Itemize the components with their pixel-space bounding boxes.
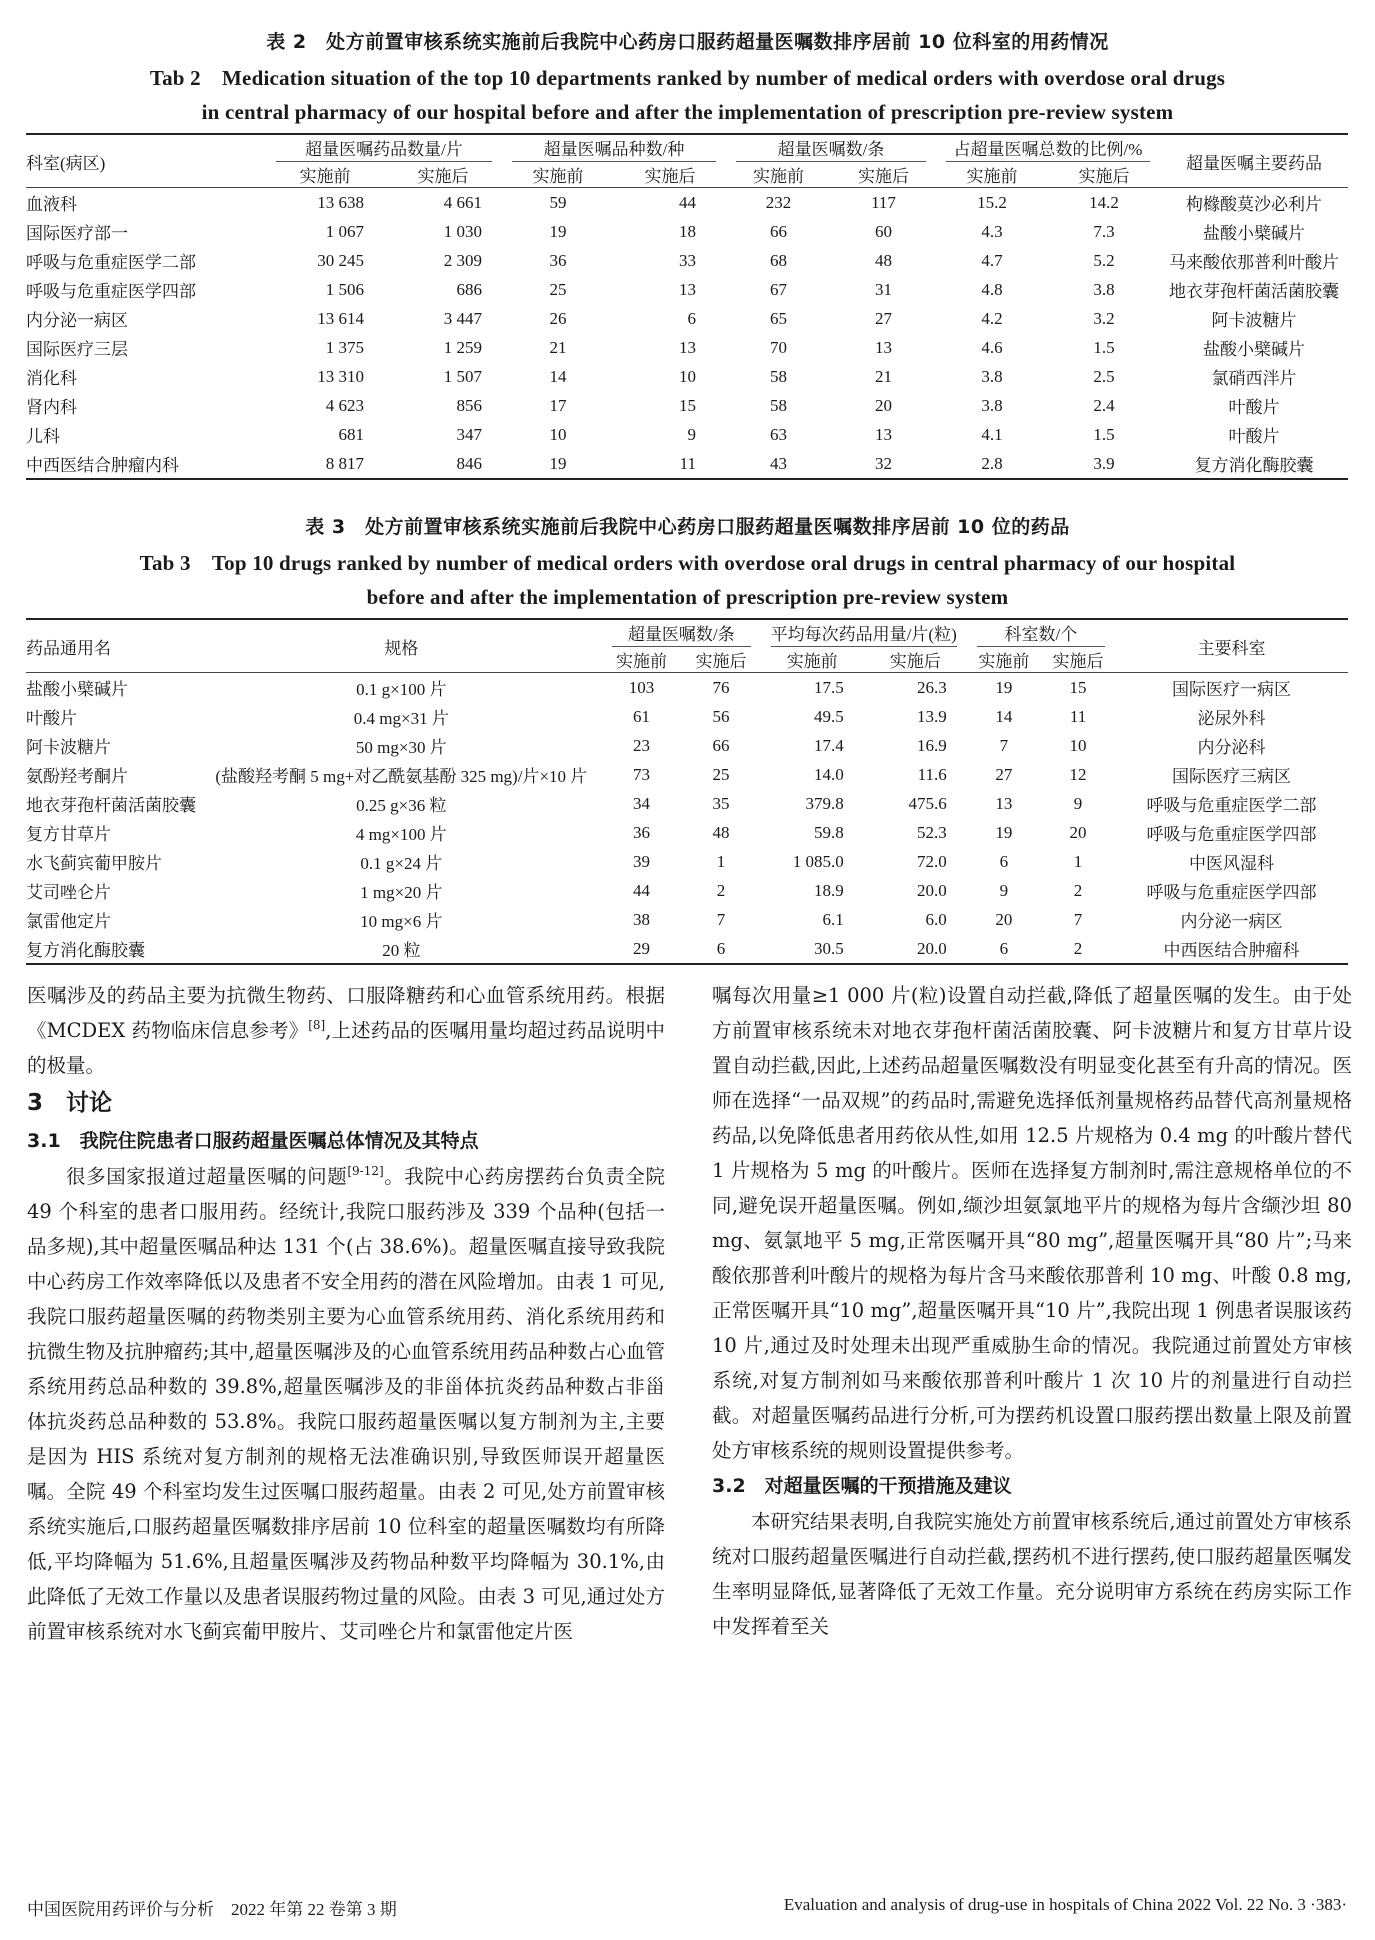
cell-pct-before: 3.8	[981, 395, 1003, 415]
cell-qty-before: 13 638	[317, 192, 364, 212]
cell-depts-before: 6	[999, 851, 1009, 871]
cell-main-dept: 中医风湿科	[1189, 854, 1275, 873]
cell-var-before: 14	[549, 366, 567, 386]
cell-depts-after: 2	[1041, 934, 1115, 964]
cell-qty-after: 846	[384, 449, 502, 479]
cell-drug: 地衣芽孢杆菌活菌胶囊	[26, 796, 196, 815]
header-after: 实施后	[864, 647, 967, 673]
subsection-heading: 3.1 我院住院患者口服药超量医嘱总体情况及其特点	[27, 1130, 479, 1152]
cell-orders-after: 31	[875, 279, 892, 299]
cell-drug: 阿卡波糖片	[26, 738, 111, 757]
cell-orders-after: 20	[875, 395, 892, 415]
cell-orders-before: 58	[770, 366, 787, 386]
table3-caption-en-line2: before and after the implementation of prescription pre-review system	[366, 585, 1009, 609]
cell-qty-after: 3 447	[443, 308, 482, 328]
cell-depts-before: 13	[995, 793, 1013, 813]
cell-drug: 阿卡波糖片	[1211, 311, 1297, 330]
cell-avg-before: 17.4	[813, 735, 844, 755]
cell-depts-after: 9	[1073, 793, 1083, 813]
cell-var-before: 25	[549, 279, 567, 299]
cell-qty-after: 686	[456, 279, 482, 299]
table-row	[26, 217, 1348, 246]
cell-var-after: 9	[687, 424, 696, 444]
header-before: 实施前	[266, 162, 384, 188]
cell-orders-before: 39	[633, 851, 651, 871]
cell-orders-after: 76	[712, 677, 730, 697]
cell-orders-before: 70	[770, 337, 787, 357]
cell-qty-after: 856	[456, 395, 482, 415]
table-row	[26, 246, 1348, 275]
paragraph: 本研究结果表明,自我院实施处方前置审核系统后,通过前置处方审核系统对口服药超量医嘱进行自动拦截,摆药机不进行摆药,使口服药超量医嘱发生率明显降低,显著降低了无效工作量。充分说明审方系统在药房实际工作中发挥着至关	[712, 1510, 1352, 1638]
cell-depts-after: 15	[1069, 677, 1087, 697]
cell-dept: 肾内科	[26, 398, 77, 417]
header-avg-dose: 平均每次药品用量/片(粒)	[771, 620, 957, 647]
cell-avg-after: 11.6	[917, 764, 947, 784]
cell-orders-after: 27	[875, 308, 892, 328]
cell-pct-before: 4.1	[981, 424, 1003, 444]
paragraph: 很多国家报道过超量医嘱的问题[9-12]。我院中心药房摆药台负责全院 49 个科室的患者口服用药。经统计,我院口服药涉及 339 个品种(包括一品多规),其中超量医嘱品种达 131 个(占 38.6%)。超量医嘱直接导致我院中心药房工作效率降低以及患者不安全用药的潜在风险增加。由表 1 可见,我院口服药超量医嘱的药物类别主要为心血管系统用药、消化系统用药和抗微生物及抗肿瘤药;其中,超量医嘱涉及的心血管系统用药品种数占心血管系统用药总品种数的 39.8%,超量医嘱涉及的非甾体抗炎药品种数占非甾体抗炎药总品种数的 53.8%。我院口服药超量医嘱以复方制剂为主,主要是因为 HIS 系统对复方制剂的规格无法准确识别,导致医师误开超量医嘱。全院 49 个科室均发生过医嘱口服药超量。由表 2 可见,处方前置审核系统实施后,口服药超量医嘱数排序居前 10 位科室的超量医嘱数均有所降低,平均降幅为 51.6%,且超量医嘱涉及药物品种数平均降幅为 30.1%,由此降低了无效工作量以及患者误服药物过量的风险。由表 3 可见,通过处方前置审核系统对水飞蓟宾葡甲胺片、艾司唑仑片和氯雷他定片医	[27, 1164, 665, 1643]
cell-avg-after: 475.6	[908, 793, 947, 813]
cell-orders-after: 13	[875, 337, 892, 357]
header-before: 实施前	[967, 647, 1041, 673]
table3-caption-en-line1: Tab 3 Top 10 drugs ranked by number of medical orders with overdose oral drugs in central pharmacy of our hospital	[139, 551, 1236, 575]
table-row	[26, 818, 1348, 847]
cell-var-after: 10	[679, 366, 696, 386]
cell-orders-before: 43	[726, 449, 831, 479]
cell-pct-after: 14.2	[1089, 192, 1119, 212]
subsection-heading: 3.2 对超量医嘱的干预措施及建议	[712, 1475, 1012, 1497]
cell-depts-after: 11	[1069, 706, 1087, 726]
cell-pct-after: 2.4	[1093, 395, 1115, 415]
cell-pct-before: 4.2	[981, 308, 1003, 328]
cell-avg-before: 6.1	[822, 909, 844, 929]
cell-pct-after: 3.8	[1093, 279, 1115, 299]
table-row	[26, 449, 1348, 479]
cell-orders-after: 32	[831, 449, 936, 479]
cell-depts-before: 27	[995, 764, 1013, 784]
cell-dept: 呼吸与危重症医学四部	[26, 282, 196, 301]
cell-orders-after: 48	[875, 250, 892, 270]
cell-orders-before: 232	[765, 192, 792, 212]
cell-var-before: 19	[502, 449, 614, 479]
cell-orders-before: 34	[633, 793, 651, 813]
cell-drug: 复方消化酶胶囊	[1160, 449, 1348, 479]
cell-main-dept: 国际医疗一病区	[1172, 680, 1292, 699]
cell-var-after: 11	[614, 449, 726, 479]
cell-orders-after: 48	[712, 822, 730, 842]
cell-dept: 中西医结合肿瘤内科	[26, 449, 266, 479]
cell-depts-before: 7	[999, 735, 1009, 755]
cell-pct-after: 1.5	[1093, 337, 1115, 357]
cell-var-after: 13	[679, 279, 696, 299]
cell-orders-before: 29	[602, 934, 681, 964]
cell-drug: 复方消化酶胶囊	[26, 934, 201, 964]
cell-spec: 1 mg×20 片	[360, 883, 443, 902]
cell-avg-before: 59.8	[813, 822, 844, 842]
header-after: 实施后	[614, 162, 726, 188]
paragraph: 嘱每次用量≥1 000 片(粒)设置自动拦截,降低了超量医嘱的发生。由于处方前置审核系统未对地衣芽孢杆菌活菌胶囊、阿卡波糖片和复方甘草片设置自动拦截,因此,上述药品超量医嘱数没有明显变化甚至有升高的情况。医师在选择“一品双规”的药品时,需避免选择低剂量规格药品替代高剂量规格药品,以免降低患者用药依从性,如用 12.5 片规格为 0.4 mg 的叶酸片替代 1 片规格为 5 mg 的叶酸片。医师在选择复方制剂时,需注意规格单位的不同,避免误开超量医嘱。例如,缬沙坦氨氯地平片的规格为每片含缬沙坦 80 mg、氨氯地平 5 mg,正常医嘱开具“80 mg”,超量医嘱开具“80 片”;马来酸依那普利叶酸片的规格为每片含马来酸依那普利 10 mg、叶酸 0.8 mg,正常医嘱开具“10 mg”,超量医嘱开具“10 片”,我院出现 1 例患者误服该药 10 片,通过及时处理未出现严重威胁生命的情况。我院通过前置处方审核系统,对复方制剂如马来酸依那普利叶酸片 1 次 10 片的剂量进行自动拦截。对超量医嘱药品进行分析,可为摆药机设置口服药摆出数量上限及前置处方审核系统的规则设置提供参考。	[712, 984, 1352, 1462]
cell-qty-before: 1 506	[325, 279, 364, 299]
table2-caption-en-line1: Tab 2 Medication situation of the top 10 departments ranked by number of medical orders with overdose oral drugs	[149, 66, 1226, 90]
cell-drug: 盐酸小檗碱片	[1203, 340, 1305, 359]
cell-depts-before: 19	[995, 677, 1013, 697]
cell-avg-before: 30.5	[761, 934, 864, 964]
cell-orders-after: 7	[716, 909, 726, 929]
header-dept-count: 科室数/个	[977, 620, 1105, 647]
cell-var-after: 6	[687, 308, 696, 328]
citation: [9-12]	[347, 1164, 384, 1178]
cell-avg-after: 26.3	[916, 677, 947, 697]
cell-drug: 马来酸依那普利叶酸片	[1169, 253, 1339, 272]
header-ratio: 占超量医嘱总数的比例/%	[946, 135, 1150, 162]
cell-qty-after: 1 030	[443, 221, 482, 241]
cell-dept: 国际医疗三层	[26, 340, 128, 359]
cell-depts-after: 10	[1069, 735, 1087, 755]
cell-qty-before: 1 375	[325, 337, 364, 357]
cell-depts-before: 19	[995, 822, 1013, 842]
left-column	[27, 978, 665, 1649]
cell-orders-before: 66	[770, 221, 787, 241]
footer-journal-cn: 中国医院用药评价与分析 2022 年第 22 卷第 3 期	[27, 1900, 397, 1919]
cell-main-dept: 呼吸与危重症医学二部	[1146, 796, 1317, 815]
cell-spec: 0.1 g×24 片	[360, 854, 443, 873]
cell-qty-after: 2 309	[443, 250, 482, 270]
cell-pct-after: 2.5	[1093, 366, 1115, 386]
table-row	[26, 391, 1348, 420]
cell-depts-after: 20	[1069, 822, 1087, 842]
cell-drug: 盐酸小檗碱片	[1203, 224, 1305, 243]
cell-avg-after: 20.0	[864, 934, 967, 964]
header-before: 实施前	[502, 162, 614, 188]
header-spec: 规格	[201, 619, 602, 673]
cell-orders-after: 2	[716, 880, 726, 900]
cell-drug: 氯雷他定片	[26, 912, 111, 931]
cell-orders-after: 60	[875, 221, 892, 241]
cell-orders-before: 68	[770, 250, 787, 270]
cell-var-before: 26	[549, 308, 567, 328]
cell-orders-after: 1	[716, 851, 726, 871]
cell-pct-before: 4.7	[981, 250, 1003, 270]
cell-var-after: 44	[679, 192, 696, 212]
cell-orders-before: 23	[633, 735, 651, 755]
table-row	[26, 275, 1348, 304]
header-dept: 科室(病区)	[26, 134, 266, 188]
cell-spec: 0.25 g×36 粒	[356, 796, 447, 815]
cell-pct-after: 3.9	[1048, 449, 1160, 479]
header-before: 实施前	[602, 647, 681, 673]
cell-main-dept: 内分泌科	[1197, 738, 1266, 757]
cell-avg-before: 17.5	[813, 677, 844, 697]
cell-spec: 20 粒	[201, 934, 602, 964]
header-main-dept: 主要科室	[1115, 619, 1348, 673]
header-order-count: 超量医嘱数/条	[612, 620, 751, 647]
cell-orders-after: 6	[681, 934, 760, 964]
table-row	[26, 333, 1348, 362]
cell-avg-after: 16.9	[916, 735, 947, 755]
header-variety-count: 超量医嘱品种数/种	[512, 135, 716, 162]
table2-caption-en-line2: in central pharmacy of our hospital before and after the implementation of prescription pre-review system	[201, 100, 1174, 124]
cell-drug: 水飞蓟宾葡甲胺片	[26, 854, 162, 873]
table3	[26, 618, 1348, 965]
header-after: 实施后	[384, 162, 502, 188]
cell-qty-after: 4 661	[443, 192, 482, 212]
cell-pct-before: 2.8	[936, 449, 1048, 479]
cell-qty-after: 1 507	[443, 366, 482, 386]
cell-depts-before: 20	[995, 909, 1013, 929]
cell-drug: 叶酸片	[1228, 398, 1280, 417]
table-row	[26, 934, 1348, 964]
header-before: 实施前	[936, 162, 1048, 188]
cell-avg-after: 72.0	[916, 851, 947, 871]
cell-drug: 叶酸片	[26, 709, 77, 728]
cell-avg-before: 18.9	[813, 880, 844, 900]
cell-orders-before: 63	[770, 424, 787, 444]
cell-depts-after: 12	[1069, 764, 1087, 784]
cell-spec: (盐酸羟考酮 5 mg+对乙酰氨基酚 325 mg)/片×10 片	[215, 767, 588, 786]
cell-main-dept: 呼吸与危重症医学四部	[1146, 883, 1317, 902]
cell-main-dept: 呼吸与危重症医学四部	[1146, 825, 1317, 844]
cell-orders-before: 36	[633, 822, 651, 842]
header-before: 实施前	[761, 647, 864, 673]
cell-drug: 复方甘草片	[26, 825, 111, 844]
cell-pct-after: 7.3	[1093, 221, 1115, 241]
cell-orders-after: 25	[712, 764, 730, 784]
cell-spec: 0.1 g×100 片	[356, 680, 447, 699]
cell-pct-before: 4.8	[981, 279, 1003, 299]
table2	[26, 133, 1348, 480]
cell-avg-after: 6.0	[925, 909, 947, 929]
cell-var-before: 10	[549, 424, 567, 444]
cell-drug: 艾司唑仑片	[26, 883, 111, 902]
cell-qty-before: 4 623	[325, 395, 364, 415]
cell-orders-after: 21	[875, 366, 892, 386]
cell-qty-before: 1 067	[325, 221, 364, 241]
table-row	[26, 420, 1348, 449]
cell-orders-before: 65	[770, 308, 787, 328]
cell-main-dept: 内分泌一病区	[1180, 912, 1283, 931]
cell-pct-before: 4.3	[981, 221, 1003, 241]
cell-depts-after: 1	[1073, 851, 1083, 871]
cell-main-dept: 泌尿外科	[1197, 709, 1266, 728]
table-row	[26, 760, 1348, 789]
cell-drug: 氯硝西泮片	[1211, 369, 1297, 388]
cell-drug: 地衣芽孢杆菌活菌胶囊	[1169, 282, 1339, 301]
cell-var-after: 15	[679, 395, 696, 415]
cell-dept: 内分泌一病区	[26, 311, 128, 330]
cell-dept: 呼吸与危重症医学二部	[26, 253, 196, 272]
cell-var-before: 59	[549, 192, 567, 212]
footer-journal-en: Evaluation and analysis of drug-use in hospitals of China 2022 Vol. 22 No. 3 ·383·	[783, 1895, 1347, 1914]
cell-avg-before: 49.5	[813, 706, 844, 726]
cell-drug: 枸橼酸莫沙必利片	[1186, 195, 1322, 214]
table-row	[26, 304, 1348, 333]
cell-pct-after: 1.5	[1093, 424, 1115, 444]
paragraph: 医嘱涉及的药品主要为抗微生物药、口服降糖药和心血管系统用药。根据《MCDEX 药物临床信息参考》[8],上述药品的医嘱用量均超过药品说明中的极量。	[27, 984, 665, 1077]
cell-pct-before: 3.8	[981, 366, 1003, 386]
cell-qty-after: 1 259	[443, 337, 482, 357]
cell-qty-after: 347	[456, 424, 482, 444]
cell-qty-before: 30 245	[317, 250, 364, 270]
cell-spec: 50 mg×30 片	[355, 738, 447, 757]
table-row	[26, 876, 1348, 905]
cell-var-before: 19	[549, 221, 567, 241]
cell-qty-before: 681	[338, 424, 364, 444]
cell-main-dept: 国际医疗三病区	[1172, 767, 1292, 786]
cell-avg-after: 52.3	[916, 822, 947, 842]
cell-avg-before: 379.8	[805, 793, 844, 813]
cell-qty-before: 13 614	[317, 308, 364, 328]
table-row	[26, 673, 1348, 703]
table-row	[26, 362, 1348, 391]
cell-orders-after: 13	[875, 424, 892, 444]
cell-depts-after: 2	[1073, 880, 1083, 900]
header-drug-name: 药品通用名	[26, 619, 201, 673]
header-after: 实施后	[1041, 647, 1115, 673]
cell-var-after: 13	[679, 337, 696, 357]
cell-depts-after: 7	[1073, 909, 1083, 929]
table-row	[26, 702, 1348, 731]
cell-pct-before: 4.6	[981, 337, 1003, 357]
cell-depts-before: 14	[995, 706, 1013, 726]
cell-drug: 盐酸小檗碱片	[26, 680, 128, 699]
cell-qty-before: 13 310	[317, 366, 364, 386]
cell-orders-before: 38	[633, 909, 651, 929]
cell-var-before: 17	[549, 395, 567, 415]
cell-avg-after: 13.9	[916, 706, 947, 726]
table-row	[26, 731, 1348, 760]
cell-qty-before: 8 817	[266, 449, 384, 479]
cell-orders-after: 35	[712, 793, 730, 813]
cell-var-before: 21	[549, 337, 567, 357]
cell-depts-before: 9	[999, 880, 1009, 900]
cell-orders-before: 58	[770, 395, 787, 415]
cell-dept: 消化科	[26, 369, 77, 388]
cell-var-after: 33	[679, 250, 696, 270]
cell-avg-before: 14.0	[813, 764, 844, 784]
header-after: 实施后	[831, 162, 936, 188]
cell-pct-after: 3.2	[1093, 308, 1115, 328]
cell-var-after: 18	[679, 221, 696, 241]
table-row	[26, 188, 1348, 218]
table3-caption-cn: 表 3 处方前置审核系统实施前后我院中心药房口服药超量医嘱数排序居前 10 位的药品	[305, 516, 1070, 538]
cell-orders-before: 67	[770, 279, 787, 299]
cell-main-dept: 中西医结合肿瘤科	[1115, 934, 1348, 964]
cell-orders-before: 73	[633, 764, 651, 784]
table2-caption-cn: 表 2 处方前置审核系统实施前后我院中心药房口服药超量医嘱数排序居前 10 位科室的用药情况	[266, 31, 1109, 53]
cell-orders-before: 103	[628, 677, 655, 697]
cell-spec: 10 mg×6 片	[360, 912, 443, 931]
cell-spec: 4 mg×100 片	[355, 825, 447, 844]
header-before: 实施前	[726, 162, 831, 188]
cell-pct-after: 5.2	[1093, 250, 1115, 270]
cell-spec: 0.4 mg×31 片	[353, 709, 449, 728]
cell-pct-before: 15.2	[977, 192, 1007, 212]
cell-var-before: 36	[549, 250, 567, 270]
cell-avg-after: 20.0	[916, 880, 947, 900]
cell-dept: 血液科	[26, 195, 77, 214]
table-row	[26, 789, 1348, 818]
cell-dept: 国际医疗部一	[26, 224, 128, 243]
cell-drug: 氨酚羟考酮片	[26, 767, 128, 786]
cell-drug: 叶酸片	[1228, 427, 1280, 446]
cell-orders-after: 117	[871, 192, 896, 212]
citation: [8]	[308, 1018, 326, 1032]
table-row	[26, 905, 1348, 934]
header-after: 实施后	[681, 647, 760, 673]
header-drug-quantity: 超量医嘱药品数量/片	[276, 135, 492, 162]
table-row	[26, 847, 1348, 876]
header-after: 实施后	[1048, 162, 1160, 188]
right-column	[712, 978, 1352, 1644]
cell-depts-before: 6	[967, 934, 1041, 964]
header-main-drug: 超量医嘱主要药品	[1160, 134, 1348, 188]
cell-orders-before: 61	[633, 706, 651, 726]
cell-orders-before: 44	[633, 880, 651, 900]
cell-dept: 儿科	[26, 427, 60, 446]
cell-orders-after: 56	[712, 706, 730, 726]
cell-avg-before: 1 085.0	[792, 851, 844, 871]
header-order-count: 超量医嘱数/条	[736, 135, 926, 162]
cell-orders-after: 66	[712, 735, 730, 755]
section-heading: 3 讨论	[27, 1090, 113, 1116]
